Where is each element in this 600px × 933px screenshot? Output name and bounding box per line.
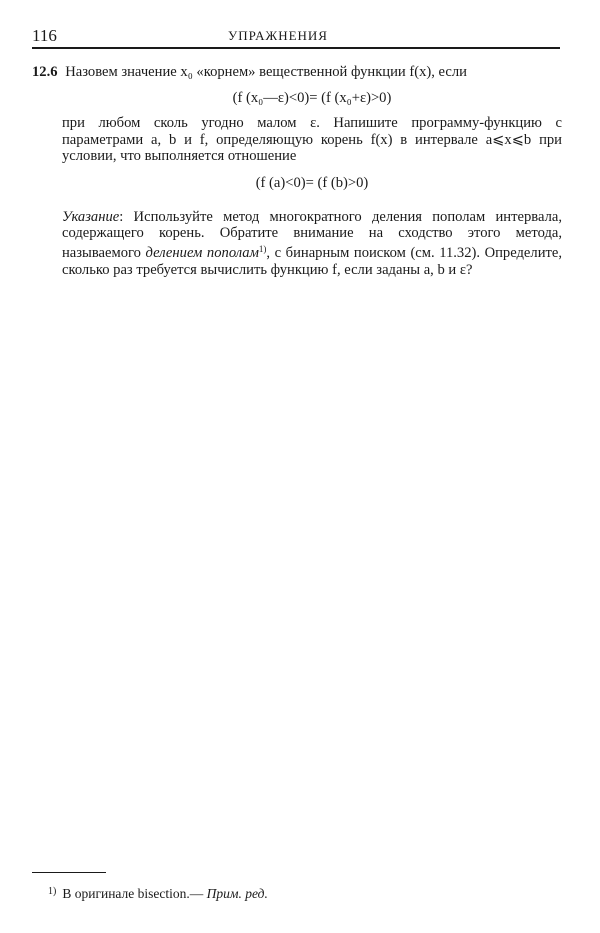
hint-text-1: : Используйте метод многократного деления пополам интервала, содержащего корень. Обратите внимание на сходство этого метода, называемого (62, 208, 562, 262)
footnote-text: В оригинале bisection.— (62, 886, 207, 901)
header-rule (32, 47, 560, 49)
exercise-number: 12.6 (32, 64, 58, 80)
hint-text-2: , с бинарным поиском (см. 11.32). Определите, сколько раз требуется вычислить функцию f, если заданы a, b и ε? (62, 245, 563, 278)
hint-label: Указание (62, 208, 120, 225)
footnote (48, 884, 268, 902)
hint-term: делением пополам (145, 245, 259, 262)
exercise-12-6 (32, 64, 562, 278)
footnote-mark: 1) (48, 886, 57, 897)
exercise-lead-text: Назовем значение x₀ «корнем» вещественной функции f(x), если (65, 64, 467, 80)
hint-paragraph (62, 209, 562, 279)
task-paragraph: при любом сколь угодно малом ε. Напишите программу-функцию с параметрами a, b и f, определяющую корень f(x) в интервале a⩽x⩽b при условии, что выполняется отношение (62, 115, 562, 165)
running-head: УПРАЖНЕНИЯ (228, 28, 328, 43)
exercise-lead (32, 64, 562, 80)
page-header (32, 26, 560, 46)
footnote-rule (32, 872, 106, 873)
root-condition-formula: (f (x₀—ε)<0)= (f (x₀+ε)>0) (232, 90, 392, 107)
exercise-body (32, 90, 562, 278)
footnote-editor-note: Прим. ред. (206, 886, 268, 901)
footnote-reference[interactable]: 1) (258, 244, 267, 255)
page-number: 116 (32, 26, 57, 45)
interval-condition-formula: (f (a)<0)= (f (b)>0) (255, 174, 369, 191)
